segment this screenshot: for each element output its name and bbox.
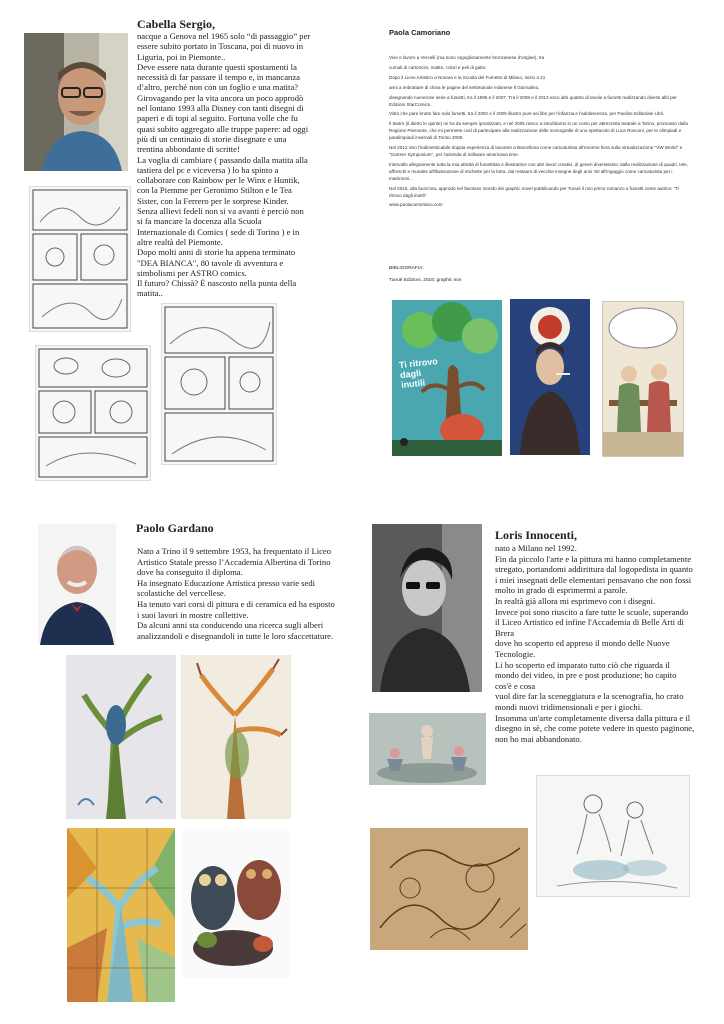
sergio-bio-paragraph: Dopo molti anni di storie ha appena terminato "DEA BIANCA", 80 tavole di avventura e simbolismi per ASTRO comics. [137,247,296,278]
paola-bio-line: Nel 2016, alla buon'ora, approdo nel favoloso mondo dei graphic novel pubblicando per Tunué il mio primo romanzo a fumetti come autrice: "Ti ritrovo dagli inuttli". [389,185,679,198]
sergio-comic-page-1 [29,186,131,332]
paola-website: www.paolacamoriano.com [389,202,443,208]
paolo-bio-paragraph: Da alcuni anni sta conducendo una ricerca sugli alberi analizzandoli e disegnandoli in tutte le loro sfaccettature. [137,620,334,641]
paolo-bio-paragraph: Ha tenuto vari corsi di pittura e di ceramica ed ha esposto i suoi lavori in mostre collettive. [137,598,335,620]
sergio-bio [137,31,311,299]
paola-bio-line: Visto che pare brutto fare solo fumetti, tra il 2002 e il 2009 illustro pure sei libri per l'infanzia e l'adolescenza, per Paoline Editoriale Libri. [389,111,665,117]
paola-bio-line: Nel 2012 vivo l'indimenticabile doppia esperienza di lavorare a Barcellona come caricaturista all'enorme fiera sulla virtualizzazione "VW World" e "Gartner Symposium", per l'azienda di software americana Iime. [389,145,683,157]
loris-bio-paragraph: non ho mai abbandonato. [495,733,582,744]
sergio-name: Cabella Sergio, [137,17,215,31]
paola-bio-line: Vivo e lavoro a Vercelli (ma sono orgogliosamente bronzanese d'origine), tra [389,55,545,60]
paolo-name: Paolo Gardano [136,521,214,535]
sergio-bio-paragraph: Il futuro? Chissà? È nascosto nella punta della matita.. [137,278,297,299]
loris-bio-paragraph: Insomma un'arte completamente diversa dalla pittura e il disegno in sè, che come potete vedere in questo paginone, [495,712,695,734]
loris-bio-paragraph: i miei insegnati delle elementari pensavano che non fossi molto in grado di esprimermi a parole. [495,574,692,596]
paola-bibliography-entry: Tunué Edizioni, 2016: graphic nov [389,278,462,283]
paolo-stained-glass-tree [67,828,175,1002]
loris-bio [495,543,695,744]
paola-portrait-illustration [510,299,590,455]
loris-bio-paragraph: vuol dire far la sceneggiatura e la scenografia, ho crato mondi nuovi tridimensionali e per i giochi. [495,691,684,712]
paola-book-cover-title: Ti ritrovo dagli inutili [398,356,439,391]
paolo-bio-paragraph: Nato a Trino il 9 settembre 1953, ha frequentato il Liceo Artistico Statale presso l’Accademia Albertina di Torino dove ha conseguito il diploma. [137,546,332,578]
paola-bio-line: Intervallo allegramente tutta la mia attività di fumettista e illustratrice con altri lavori creativi, di generi diversissimi: dalla realizzazione di quadri, tele, affreschi e murales all'illustrazione di etichette per la birra, dal restauro di vecchie insegne degli anni '50 all'ingaggio come caricaturista per i matrimoni... [389,161,688,181]
sergio-bio-paragraph: Deve essere nata durante questi spostamenti la necessità di far passare il tempo e, in mancanza d’altro, perché non con un foglio e una matita? Girovagando per la vita ancora un poco approdò nel lontano 1993 alla Disney con tanti disegni di paperi e di topi al seguito. Fortuna volle che fu quasi subito aggregato alle truppe papere: ad oggi più di un centinaio di storie disegnate e una trentina abbondante di scritte! [137,61,309,155]
loris-bio-paragraph: In realtà già allora mi esprimevo con i disegni. [495,595,656,606]
loris-pencil-figures-drawing [536,775,690,897]
paola-bibliography-title: BIBLIOGRAFIA: [389,266,424,271]
paola-comic-panel [602,301,684,457]
loris-bio-paragraph: nato a Milano nel 1992. [495,543,577,553]
sergio-bio-paragraph: La voglia di cambiare ( passando dalla matita alla tastiera del pc e viceversa ) lo ha spinto a collaborare con Rainbow per le Winx e Huntik, con la Piemme per Geronimo Stilton e le Tea Sister, con la Ferrero per le sorprese Kinder. [137,154,308,206]
sergio-comic-page-3 [161,303,277,465]
paola-bio-line: anni a imbrattare di china le pagine del settimanale milanese Il Giornalino, [389,84,540,90]
paola-name: Paola Camoriano [389,28,451,37]
paola-bio-line: disegnando numerose serie a fumetti, tra il 1996 e il 2007. Tra il 2008 e il 2013 esco altri quattro di tavole a fumetti realizzando diversi albi per Edizioni StarComics. [389,94,677,107]
paolo-bio-paragraph: Ha insegnato Educazione Artistica presso varie sedi scolastiche del vercellese. [137,577,316,599]
paolo-bio [137,546,337,641]
loris-name: Loris Innocenti, [495,528,578,542]
paolo-tree-painting-1 [66,655,176,819]
paola-bio-line: cumuli di cartoncini, matite, colori e peli di gatto. [389,64,487,70]
loris-portrait-photo [372,524,482,692]
paolo-ceramic-figures-photo [183,828,289,978]
loris-bio-paragraph: Invece poi sono riuscito a fare tutte le scuole, superando il Liceo Artistico ed infine l'Accademia di Belle Arti di Brera [495,606,689,638]
sergio-bio-paragraph: Senza allievi fedeli non si va avanti è perciò non si fa mancare la docenza alla Scuola Internazionale di Comics ( sede di Torino ) e in altre realtà del Piemonte. [137,206,304,247]
sergio-bio-paragraph: nacque a Genova nel 1965 solo “di passaggio” per essere subito portato in Toscana, poi di nuovo in Liguria, poi in Piemonte.. [137,31,311,62]
sergio-portrait-photo [24,33,128,171]
paolo-portrait-photo [38,524,116,645]
paolo-tree-painting-2 [181,655,291,819]
loris-bio-paragraph: Li ho scoperto ed imparato tutto ciò che riguarda il mondo dei video, in pre e post produzione; ho capito cos'è e cosa [495,659,677,691]
loris-sepia-drawing [370,828,528,950]
paola-book-cover [392,300,502,456]
loris-bio-paragraph: Fin da piccolo l'arte e la pittura mi hanno completamente stregato, portandomi addirittura dal logopedista in quanto [495,553,693,575]
loris-bio-paragraph: dove ho scoperto ed appreso il mondo delle Nuove Tecnologie. [495,638,670,659]
loris-3d-render [369,713,486,785]
paola-bio-line: Dopo il Liceo Artistico a Novara e la Scuola del Fumetto di Milano, inizio a 21 [389,74,546,80]
paola-bio-line: Il teatro (il dietro le quinte) mi ha da sempre ipnotizzato, e nel 2005 riesco a intrufolarmi in un corso per attrezzista teatrale a Torino, promosso dalla Regione Piemonte, che mi permette così di partecipare alla realizzazione delle scenografie di uno spettacolo di Luca Ronconi, per le olimpiadi e paralimpiadi invernali di Torino 2006. [389,121,688,141]
paola-bio [389,55,689,212]
sergio-comic-page-2 [35,345,151,481]
